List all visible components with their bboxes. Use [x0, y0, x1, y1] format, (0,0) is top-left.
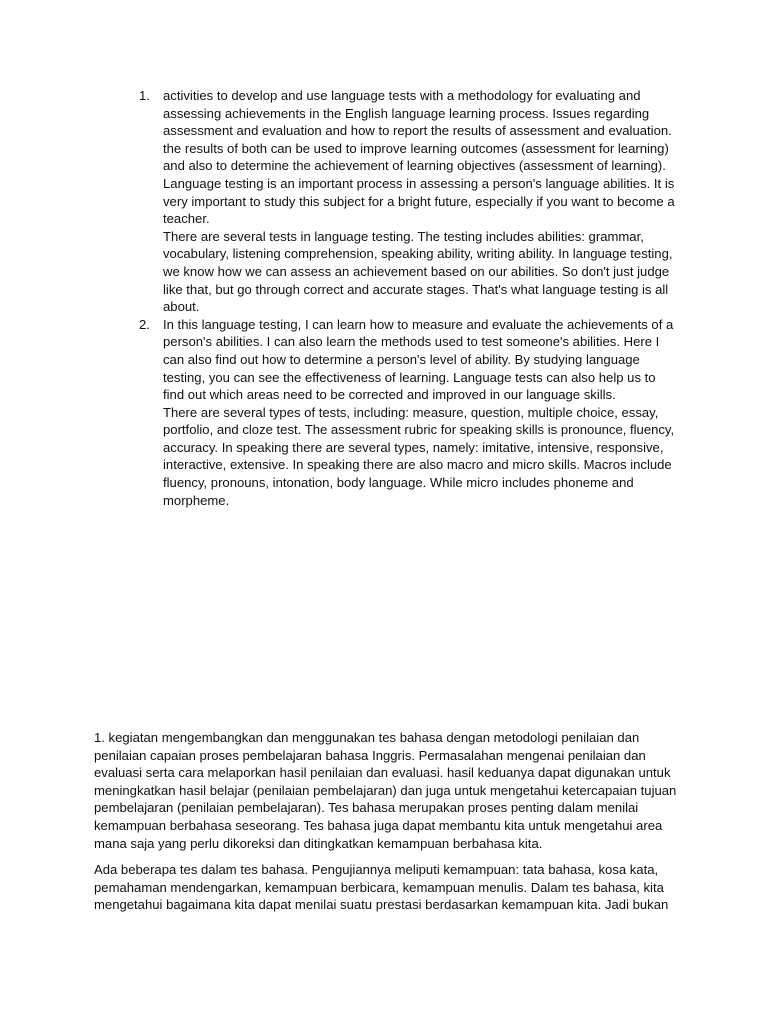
list-item — [136, 87, 676, 316]
paragraph: There are several tests in language testing. The testing includes abilities: grammar, vocabulary, listening comprehension, speaking ability, writing ability. In language testing, we know how we can assess an achievement based on our abilities. So don't just judge like that, but go through correct and accurate stages. That's what language testing is all about. — [163, 228, 673, 315]
english-numbered-list — [136, 87, 676, 509]
paragraph: There are several types of tests, including: measure, question, multiple choice, essay, portfolio, and cloze test. The assessment rubric for speaking skills is pronounce, fluency, accuracy. In speaking there are several types, namely: imitative, intensive, responsive, interactive, extensive. In speaking there are also macro and micro skills. Macros include fluency, pronouns, intonation, body language. While micro includes phoneme and morpheme. — [163, 404, 675, 508]
paragraph: 1. kegiatan mengembangkan dan menggunakan tes bahasa dengan metodologi penilaian dan penilaian capaian proses pembelajaran bahasa Inggris. Permasalahan mengenai penilaian dan evaluasi serta cara melaporkan hasil penilaian dan evaluasi. hasil keduanya dapat digunakan untuk meningkatkan hasil belajar (penilaian pembelajaran) dan juga untuk mengetahui ketercapaian tujuan pembelajaran (penilaian pembelajaran). Tes bahasa merupakan proses penting dalam menilai kemampuan berbahasa seseorang. Tes bahasa juga dapat membantu kita untuk mengetahui area mana saja yang perlu dikoreksi dan ditingkatkan kemampuan berbahasa kita. — [94, 730, 677, 851]
list-number: 1. — [139, 88, 150, 103]
paragraph: In this language testing, I can learn how to measure and evaluate the achievements of a person's abilities. I can also learn the methods used to test someone's abilities. Here I can also find out how to determine a person's level of ability. By studying language testing, you can see the effectiveness of learning. Language tests can also help us to find out which areas need to be corrected and improved in our language skills. — [163, 316, 674, 403]
list-item — [136, 316, 676, 510]
paragraph: activities to develop and use language tests with a methodology for evaluating and assessing achievements in the English language learning process. Issues regarding assessment and evaluation and how to report the results of assessment and evaluation. the results of both can be used to improve learning outcomes (assessment for learning) and also to determine the achievement of learning objectives (assessment of learning). Language testing is an important process in assessing a person's language abilities. It is very important to study this subject for a bright future, especially if you want to become a teacher. — [163, 88, 675, 227]
indonesian-text-block — [94, 729, 680, 923]
paragraph: Ada beberapa tes dalam tes bahasa. Pengujiannya meliputi kemampuan: tata bahasa, kosa kata, pemahaman mendengarkan, kemampuan berbicara, kemampuan menulis. Dalam tes bahasa, kita mengetahui bagaimana kita dapat menilai suatu prestasi berdasarkan kemampuan kita. Jadi bukan — [94, 862, 669, 913]
list-number: 2. — [139, 316, 150, 332]
